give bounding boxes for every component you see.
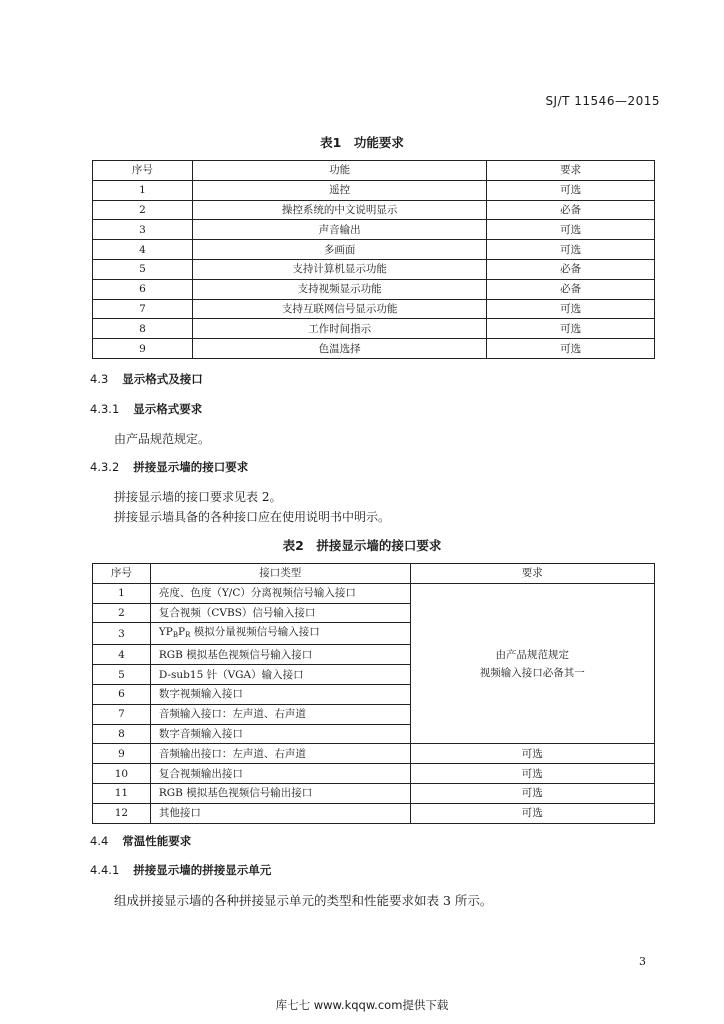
table-cell: 8 xyxy=(93,319,193,339)
table-cell: 声音输出 xyxy=(192,220,487,240)
section-title: 拼接显示墙的拼接显示单元 xyxy=(133,863,272,877)
section-number: 4.3 xyxy=(90,372,109,386)
table-cell: 工作时间指示 xyxy=(192,319,487,339)
ypbpr-pre: YP xyxy=(158,626,173,639)
table1 xyxy=(92,160,655,359)
ypbpr-mid: P xyxy=(178,626,186,639)
table-cell: 遥控 xyxy=(192,180,487,200)
section-title: 常温性能要求 xyxy=(122,834,192,848)
table-cell: 其他接口 xyxy=(150,803,410,823)
table1-col-req: 要求 xyxy=(487,161,655,181)
table-row xyxy=(93,744,655,764)
table-cell: 可选 xyxy=(487,220,655,240)
section-4-4-heading xyxy=(90,833,191,849)
table-cell: 复合视频输出接口 xyxy=(150,764,410,784)
table-cell: 12 xyxy=(93,803,151,823)
table-cell: 3 xyxy=(93,220,193,240)
table-cell: 5 xyxy=(93,259,193,279)
table-cell: 6 xyxy=(93,279,193,299)
table-cell: 可选 xyxy=(410,783,654,803)
table2-title: 表2 拼接显示墙的接口要求 xyxy=(282,538,442,553)
section-number: 4.3.2 xyxy=(90,460,120,474)
ypbpr-sub-r: R xyxy=(185,631,191,640)
merged-requirement-cell xyxy=(410,583,654,744)
table-cell: 4 xyxy=(93,240,193,260)
table-row xyxy=(93,803,655,823)
paragraph-4-3-1: 由产品规范规定。 xyxy=(114,432,211,446)
section-title: 显示格式及接口 xyxy=(122,372,203,386)
table-cell: 音频输入接口：左声道、右声道 xyxy=(150,704,410,724)
table1-header-row xyxy=(93,161,655,181)
section-4-3-2-heading xyxy=(90,459,248,475)
section-title: 显示格式要求 xyxy=(133,402,203,416)
ypbpr-sub-b: B xyxy=(172,631,179,640)
table-cell: 2 xyxy=(93,200,193,220)
table-cell: 可选 xyxy=(487,240,655,260)
table-cell: 6 xyxy=(93,684,151,704)
table-cell: 5 xyxy=(93,665,151,685)
table-row xyxy=(93,240,655,260)
table1-col-no: 序号 xyxy=(93,161,193,181)
table-cell: 亮度、色度（Y/C）分离视频信号输入接口 xyxy=(150,583,410,603)
section-number: 4.3.1 xyxy=(90,402,120,416)
merged-req-line-2: 视频输入接口必备其一 xyxy=(479,666,585,679)
table-cell: 必备 xyxy=(487,259,655,279)
table-cell: 复合视频（CVBS）信号输入接口 xyxy=(150,603,410,623)
table-cell-ypbpr xyxy=(150,623,410,645)
section-title: 拼接显示墙的接口要求 xyxy=(133,460,249,474)
table-row xyxy=(93,299,655,319)
table-cell: 数字音频输入接口 xyxy=(150,724,410,744)
table-row xyxy=(93,200,655,220)
table-cell: 支持视频显示功能 xyxy=(192,279,487,299)
table-cell: 1 xyxy=(93,583,151,603)
table-cell: 必备 xyxy=(487,279,655,299)
table-cell: 必备 xyxy=(487,200,655,220)
section-number: 4.4 xyxy=(90,834,109,848)
table-cell: 11 xyxy=(93,783,151,803)
table-cell: 8 xyxy=(93,724,151,744)
table2 xyxy=(92,563,655,824)
paragraph-4-3-2-b: 拼接显示墙具备的各种接口应在使用说明书中明示。 xyxy=(114,510,391,524)
table-cell: 2 xyxy=(93,603,151,623)
standard-code: SJ/T 11546—2015 xyxy=(545,94,660,108)
section-4-3-heading xyxy=(90,371,203,387)
table-cell: RGB 模拟基色视频信号输出接口 xyxy=(150,783,410,803)
table-cell: 10 xyxy=(93,764,151,784)
table-cell: 支持计算机显示功能 xyxy=(192,259,487,279)
paragraph-4-3-2-a: 拼接显示墙的接口要求见表 2。 xyxy=(114,490,282,504)
table-cell: 9 xyxy=(93,744,151,764)
table-cell: 数字视频输入接口 xyxy=(150,684,410,704)
table-cell: 支持互联网信号显示功能 xyxy=(192,299,487,319)
table-cell: 多画面 xyxy=(192,240,487,260)
table-row xyxy=(93,339,655,359)
table-row xyxy=(93,279,655,299)
table-cell: 可选 xyxy=(410,803,654,823)
table-row xyxy=(93,319,655,339)
table1-col-function: 功能 xyxy=(192,161,487,181)
table2-col-no: 序号 xyxy=(93,564,151,584)
table-cell: 操控系统的中文说明显示 xyxy=(192,200,487,220)
table-row xyxy=(93,583,655,603)
table-row xyxy=(93,783,655,803)
table-row xyxy=(93,180,655,200)
table2-col-req: 要求 xyxy=(410,564,654,584)
section-4-4-1-heading xyxy=(90,862,271,878)
table-row xyxy=(93,259,655,279)
table-cell: 可选 xyxy=(487,339,655,359)
table-cell: 4 xyxy=(93,645,151,665)
paragraph-4-4-1: 组成拼接显示墙的各种拼接显示单元的类型和性能要求如表 3 所示。 xyxy=(114,893,493,908)
table-row xyxy=(93,764,655,784)
footer-download-note: 库七七 www.kqqw.com提供下载 xyxy=(275,998,449,1012)
table-cell: D-sub15 针（VGA）输入接口 xyxy=(150,665,410,685)
page-number: 3 xyxy=(639,955,646,968)
table-cell: 音频输出接口：左声道、右声道 xyxy=(150,744,410,764)
table-row xyxy=(93,220,655,240)
table-cell: 色温选择 xyxy=(192,339,487,359)
merged-req-line-1: 由产品规范规定 xyxy=(495,648,570,661)
table-cell: 9 xyxy=(93,339,193,359)
table2-header-row xyxy=(93,564,655,584)
table-cell: 可选 xyxy=(410,744,654,764)
table-cell: 可选 xyxy=(487,299,655,319)
section-number: 4.4.1 xyxy=(90,863,120,877)
table-cell: 可选 xyxy=(487,180,655,200)
table-cell: 1 xyxy=(93,180,193,200)
table1-title: 表1 功能要求 xyxy=(320,135,404,150)
table2-col-type: 接口类型 xyxy=(150,564,410,584)
table-cell: 7 xyxy=(93,299,193,319)
table-cell: RGB 模拟基色视频信号输入接口 xyxy=(150,645,410,665)
section-4-3-1-heading xyxy=(90,401,202,417)
table-cell: 7 xyxy=(93,704,151,724)
table-cell: 3 xyxy=(93,623,151,645)
table-cell: 可选 xyxy=(410,764,654,784)
table-cell: 可选 xyxy=(487,319,655,339)
ypbpr-post: 模拟分量视频信号输入接口 xyxy=(190,626,320,639)
